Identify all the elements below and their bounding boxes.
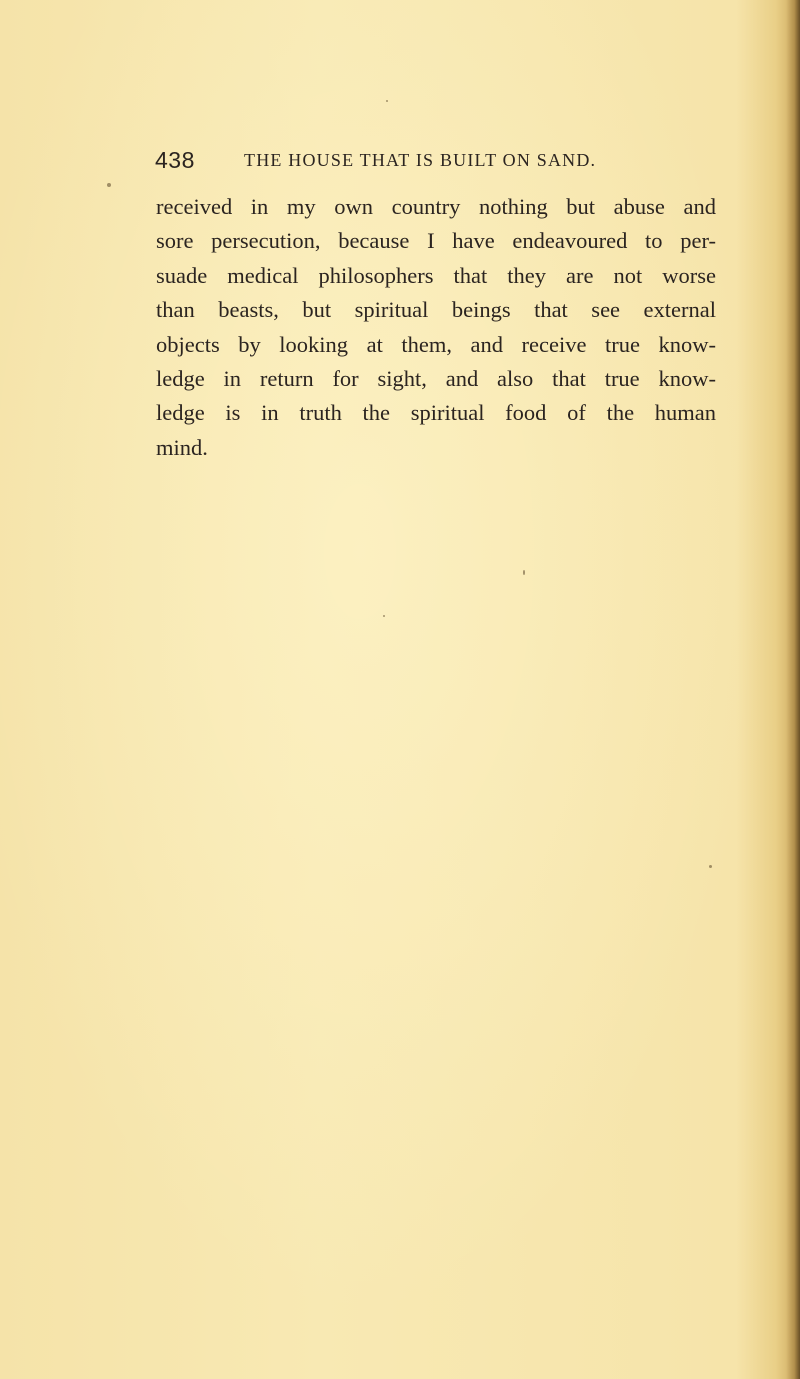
text-line: mind. [156, 434, 208, 460]
paper-speck [107, 183, 111, 187]
paper-speck [523, 570, 525, 575]
text-line: sore persecution, because I have endeavoured to per- [156, 228, 716, 254]
page-gutter-shadow [786, 0, 800, 1379]
running-head [155, 147, 635, 179]
paper-speck [386, 100, 388, 102]
page-number: 438 [155, 147, 195, 173]
body-paragraph [156, 190, 716, 465]
paper-speck [709, 865, 712, 868]
text-line: suade medical philosophers that they are not worse [156, 262, 716, 288]
text-line: objects by looking at them, and receive true know- [156, 331, 716, 357]
text-line: received in my own country nothing but abuse and [156, 194, 716, 219]
running-title: THE HOUSE THAT IS BUILT ON SAND. [244, 150, 597, 170]
text-line: than beasts, but spiritual beings that see external [156, 297, 716, 323]
text-line: ledge in return for sight, and also that true know- [156, 365, 716, 391]
paper-speck [383, 615, 385, 617]
text-line: ledge is in truth the spiritual food of the human [156, 400, 716, 426]
